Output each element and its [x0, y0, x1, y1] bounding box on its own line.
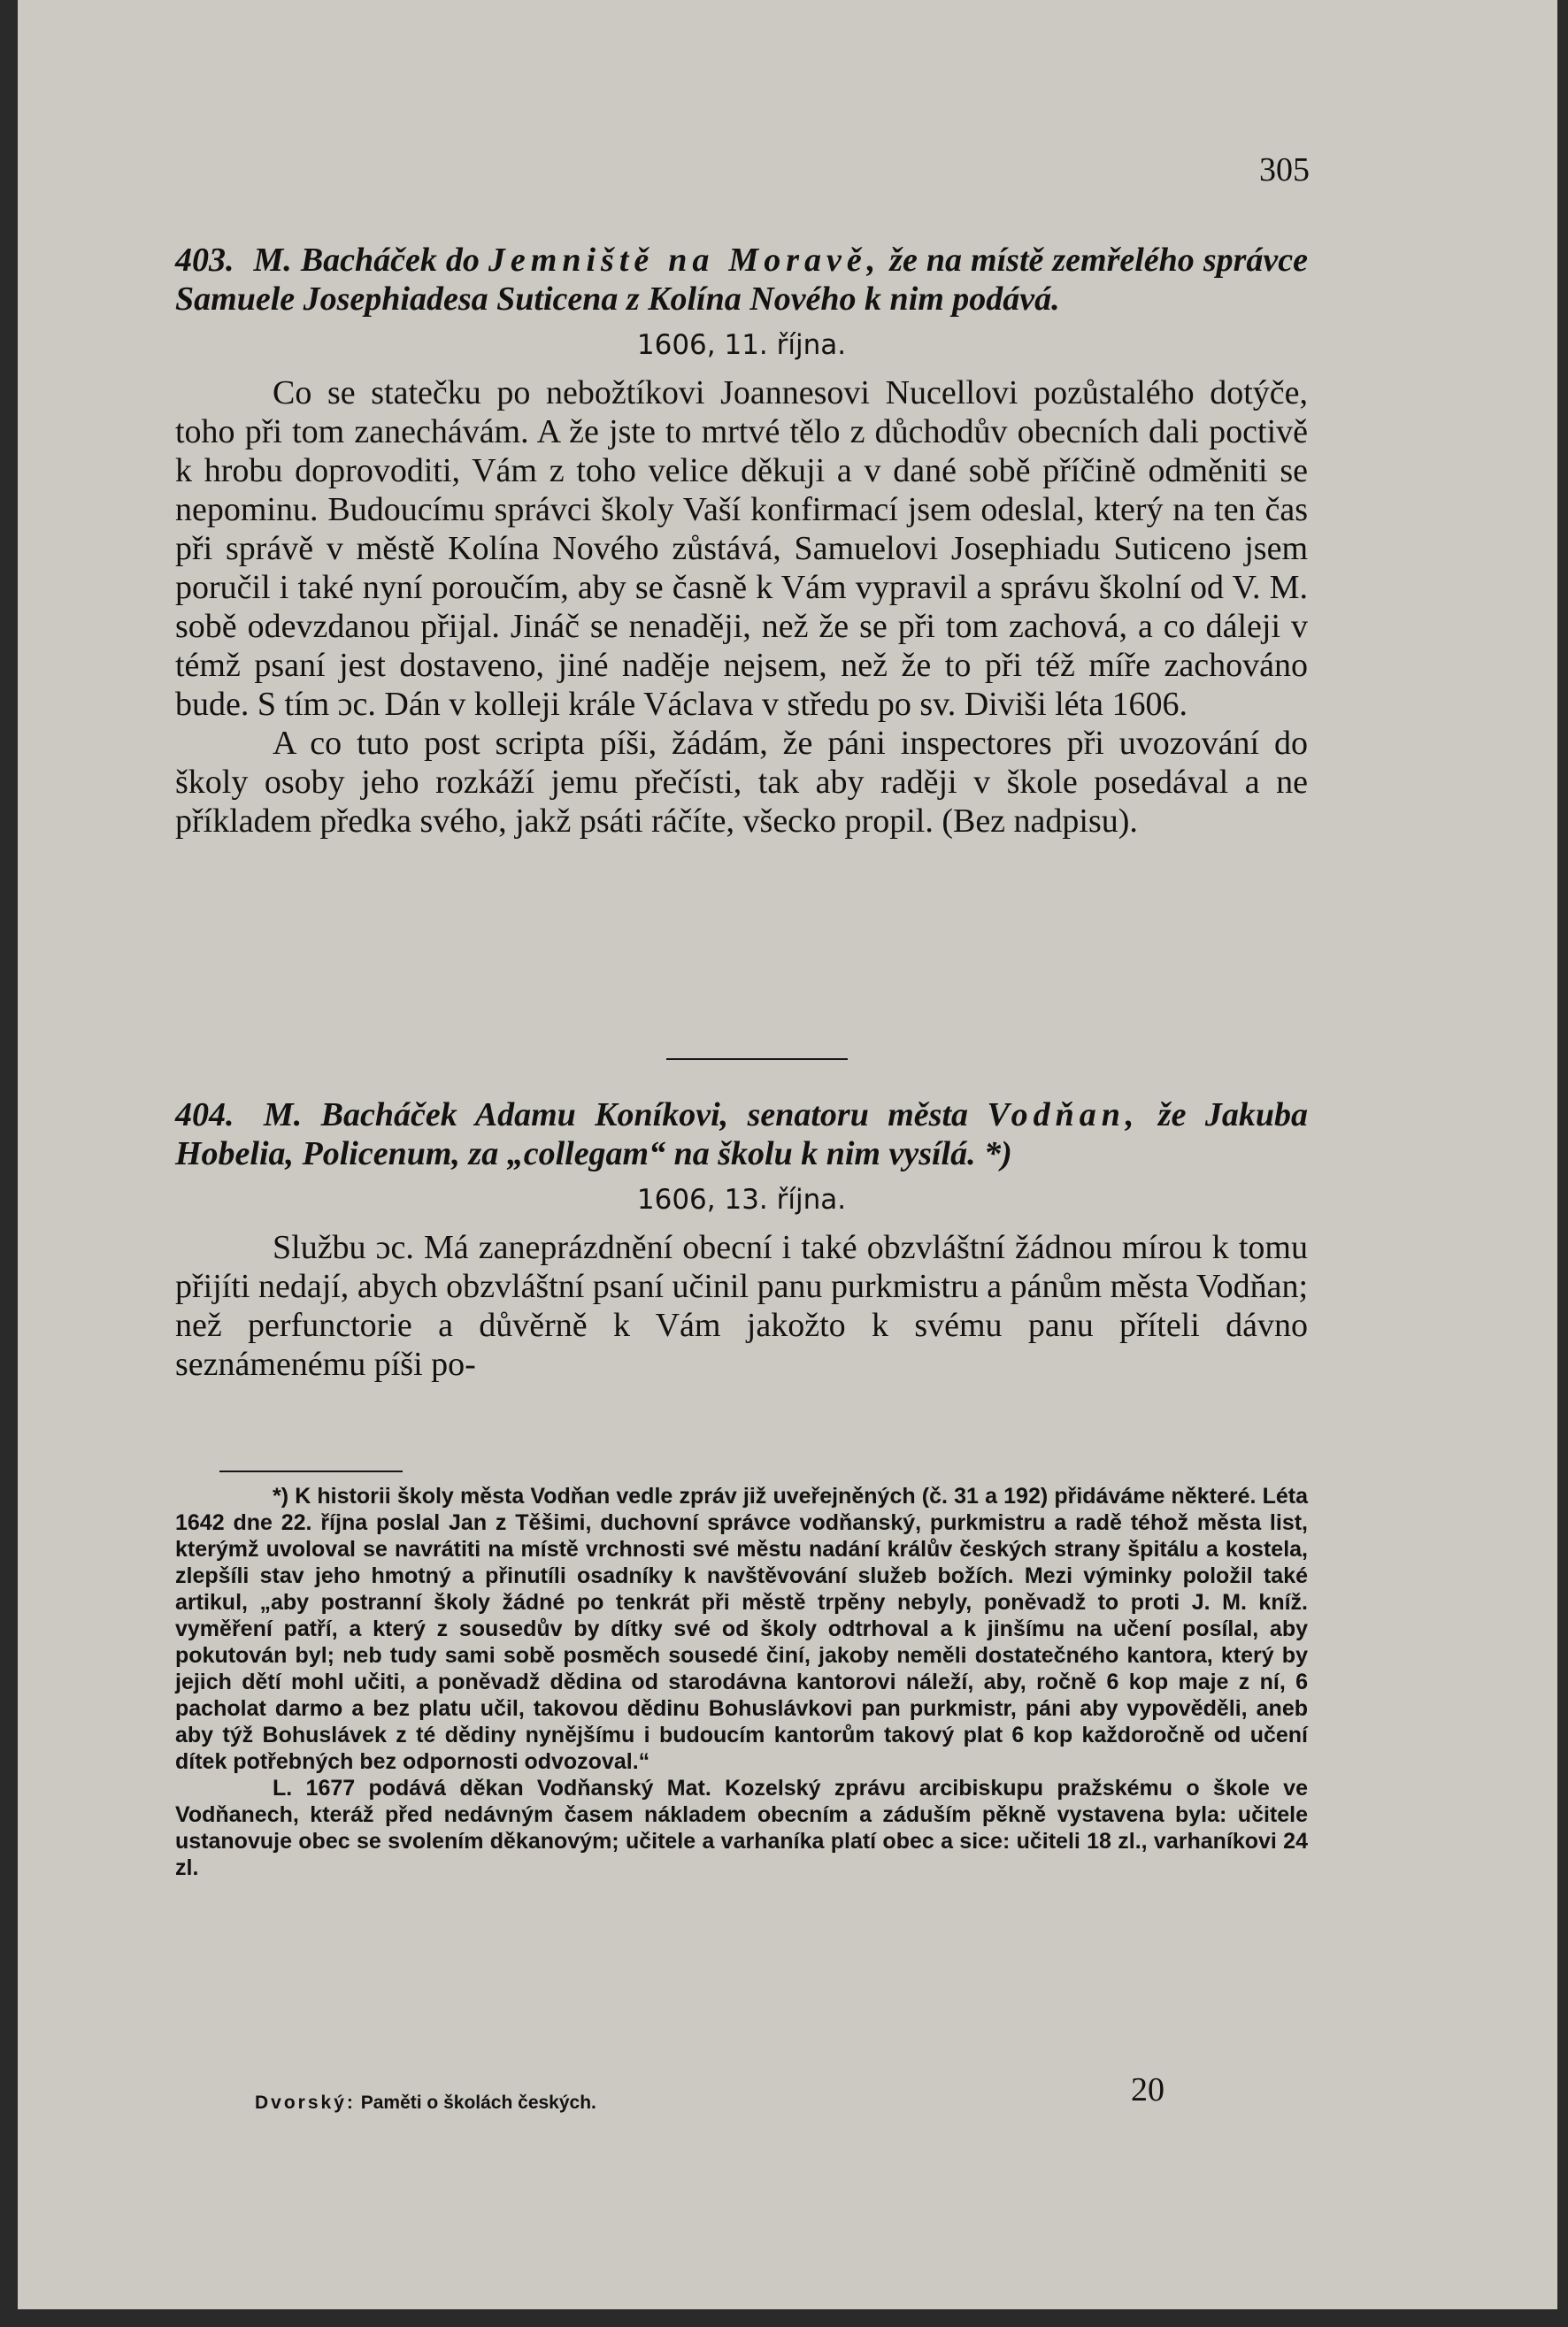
entry-404-heading-place: Vodňan, [987, 1096, 1140, 1133]
signature-mark: 20 [1131, 2071, 1164, 2108]
entry-404 [175, 1095, 1308, 1384]
entry-403-number: 403. [175, 242, 234, 279]
entry-403 [175, 241, 1308, 841]
entry-404-paragraph-1: Službu ɔc. Má zaneprázdnění obecní i také obzvláštní žádnou mírou k tomu přijíti nedají, abych obzvláštní psaní učinil panu purkmistru a pánům města Vodňan; než perfunctorie a důvěrně k Vám jakožto k svému panu příteli dávno seznámenému píši po- [175, 1229, 1308, 1383]
page-number: 305 [1259, 151, 1310, 188]
entry-403-heading-part2: že na místě zemřelého správce Samuele Josephiadesa Suticena z Kolína Nového k nim podává. [175, 242, 1308, 318]
entry-404-heading-part1: M. Bacháček Adamu Koníkovi, senatoru města [263, 1096, 969, 1133]
entry-403-paragraph-2: A co tuto post scripta píši, žádám, že páni inspectores při uvozování do školy osoby jeho rozkáží jemu přečísti, tak aby raději v škole posedával a ne příkladem předka svého, jakž psáti ráčíte, všecko propil. (Bez nadpisu). [175, 725, 1308, 840]
entry-404-date: 1606, 13. října. [636, 1184, 847, 1216]
source-line [255, 2092, 596, 2115]
entry-404-footnote-marker: *) [984, 1135, 1012, 1172]
source-title: Paměti o školách českých. [360, 2093, 596, 2113]
entry-403-heading-part1: M. Bacháček do [253, 242, 480, 279]
entry-403-paragraph-1: Co se statečku po nebožtíkovi Joannesovi Nucellovi pozůstalého dotýče, toho při tom zanechávám. A že jste to mrtvé tělo z důchodův obecních dali poctivě k hrobu doprovoditi, Vám z toho velice děkuji a v dané sobě příčině odměniti se nepominu. Budoucímu správci školy Vaší konfirmací jsem odeslal, který na ten čas při správě v městě Kolína Nového zůstává, Samuelovi Josephiadu Suticeno jsem poručil i také nyní poroučím, aby se časně k Vám vypravil a správu školní od V. M. sobě odevzdanou přijal. Jináč se nenaději, než že se při tom zachová, a co dáleji v témž psaní jest dostaveno, jiné naděje nejsem, než že to při též míře zachováno bude. S tím ɔc. Dán v kolleji krále Václava v středu po sv. Diviši léta 1606. [175, 374, 1308, 723]
entry-403-heading-place: Jemniště na Moravě, [488, 242, 881, 279]
footnote-rule [219, 1471, 403, 1472]
entry-403-heading [175, 241, 1308, 319]
footnote-paragraph-2: L. 1677 podává děkan Vodňanský Mat. Kozelský zprávu arcibiskupu pražskému o škole ve Vodňanech, kteráž před nedávným časem nákladem obecním a záduším pěkně vystavena byla: učitele ustanovuje obec se svolením děkanovým; učitele a varhaníka platí obec a sice: učiteli 18 zl., varhaníkovi 24 zl. [175, 1776, 1308, 1880]
book-page [18, 0, 1557, 2309]
entry-404-heading-part2: že Jakuba Hobelia, Policenum, za „collegam“ na školu k nim vysílá. [175, 1096, 1308, 1172]
entry-404-heading [175, 1095, 1308, 1173]
footnote-paragraph-1: *) K historii školy města Vodňan vedle zpráv již uveřejněných (č. 31 a 192) přidáváme některé. Léta 1642 dne 22. října poslal Jan z Těšimi, duchovní správce vodňanský, purkmistru a radě téhož města list, kterýmž uvoloval se navrátiti na místě vrchnosti své městu nadání králův českých strany špitálu a kostela, zlepšíli stav jeho hmotný a přinutíli osadníky k navštěvování služeb božích. Mezi výminky položil také artikul, „aby postranní školy žádné po tenkrát při městě trpěny nebyly, poněvadž to proti J. M. kníž. vyměření patří, a který z sousedův by dítky své od školy odtrhoval a k jinšímu na učení posílal, aby pokutován byl; neb tudy sami sobě posměch sousedé činí, jakoby neměli dostatečného kantora, který by jejich dětí mohl učiti, a poněvadž dědina od starodávna kantorovi náleží, aby, ročně 6 kop maje z ní, 6 pacholat darmo a bez platu učil, takovou dědinu Bohuslávkovi pan purkmistr, páni aby vypověděli, aneb aby týž Bohuslávek z té dědiny nynějšímu i budoucím kantorům takový plat 6 kop každoročně od učení dítek potřebných bez odpornosti odvozoval.“ [175, 1484, 1308, 1774]
footnote [175, 1483, 1308, 1881]
entry-403-date: 1606, 11. října. [636, 329, 847, 361]
source-author: Dvorský: [255, 2093, 356, 2113]
entry-separator [666, 1058, 848, 1060]
entry-404-number: 404. [175, 1096, 234, 1133]
